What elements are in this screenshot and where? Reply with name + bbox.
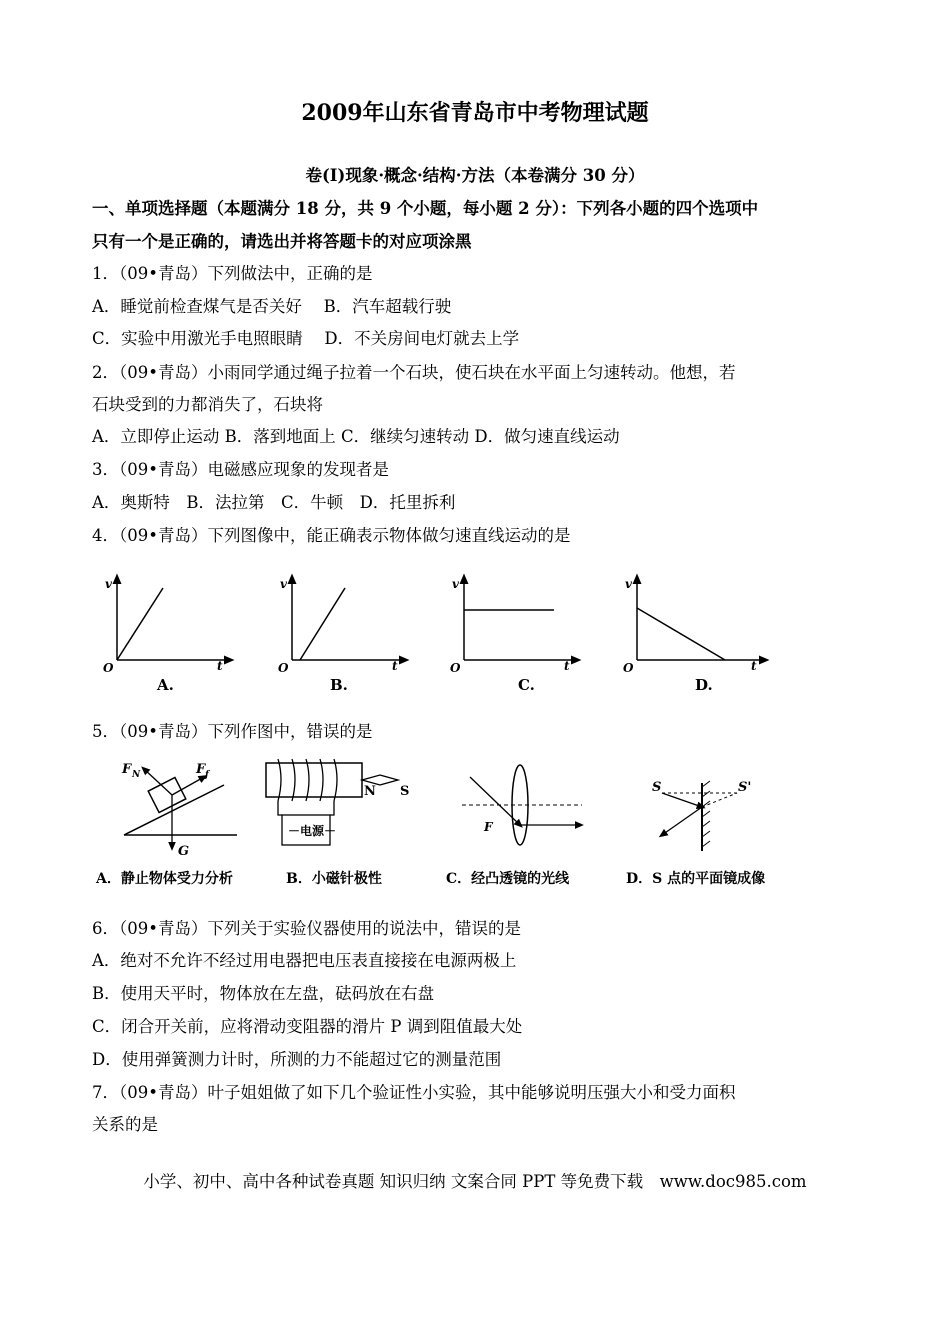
s-point-label: S (652, 780, 662, 795)
section-heading-line1: 一、单项选择题（本题满分 18 分，共 9 个小题，每小题 2 分）：下列各小题的四个选项中 (92, 199, 759, 218)
diagram-c-lens (446, 765, 582, 887)
s-image-label: S' (738, 780, 752, 795)
page-title: 2009年山东省青岛市中考物理试题 (301, 100, 649, 126)
q7-stem-line2: 关系的是 (92, 1115, 158, 1134)
graph-c-origin: O (450, 661, 461, 675)
graph-a-label: A. (157, 676, 174, 694)
graph-c (450, 577, 577, 694)
q6-option-d: D．使用弹簧测力计时，所测的力不能超过它的测量范围 (92, 1050, 502, 1069)
graph-d-label: D. (695, 676, 713, 694)
graph-c-t-label: t (564, 659, 570, 673)
q2-stem-line1: 2．（09•青岛）小雨同学通过绳子拉着一个石块，使石块在水平面上匀速转动。他想，若 (92, 363, 736, 382)
graph-b-line (300, 588, 345, 660)
q1-stem: 1．（09•青岛）下列做法中，正确的是 (92, 264, 373, 283)
q3-stem: 3．（09•青岛）电磁感应现象的发现者是 (92, 460, 389, 479)
diagram-b-solenoid (266, 759, 409, 887)
q4-graphs-figure (95, 570, 785, 700)
graph-a-line (117, 588, 163, 660)
graph-d-line (637, 608, 725, 660)
graph-a (103, 577, 230, 694)
graph-c-label: C. (518, 676, 535, 694)
q6-option-a: A．绝对不允许不经过用电器把电压表直接接在电源两极上 (92, 951, 517, 970)
graph-b-t-label: t (392, 659, 398, 673)
q1-options-cd: C．实验中用激光手电照眼睛 D．不关房间电灯就去上学 (92, 329, 520, 348)
caption-a: A．静止物体受力分析 (96, 871, 233, 887)
s-label: S (400, 784, 410, 799)
fn-subscript: N (132, 770, 141, 780)
q1-options-ab: A．睡觉前检查煤气是否关好 B．汽车超载行驶 (92, 297, 452, 316)
caption-c: C．经凸透镜的光线 (446, 871, 570, 887)
q7-stem-line1: 7．（09•青岛）叶子姐姐做了如下几个验证性小实验，其中能够说明压强大小和受力面积 (92, 1083, 736, 1102)
q4-stem: 4．（09•青岛）下列图像中，能正确表示物体做匀速直线运动的是 (92, 526, 571, 545)
focus-label: F (484, 820, 493, 834)
ff-subscript: f (205, 770, 209, 780)
caption-b: B．小磁针极性 (286, 871, 382, 887)
graph-b-label: B. (330, 676, 348, 694)
graph-b (278, 577, 405, 694)
q6-stem: 6．（09•青岛）下列关于实验仪器使用的说法中，错误的是 (92, 919, 521, 938)
q5-stem: 5．（09•青岛）下列作图中，错误的是 (92, 722, 373, 741)
graph-a-t-label: t (217, 659, 223, 673)
power-label: －电源＋ (288, 824, 337, 838)
q3-options: A．奥斯特 B．法拉第 C．牛顿 D．托里拆利 (92, 493, 456, 512)
q2-options: A．立即停止运动 B．落到地面上 C．继续匀速转动 D．做匀速直线运动 (92, 427, 620, 446)
q5-diagrams-figure (92, 755, 792, 895)
graph-a-v-label: v (105, 577, 112, 591)
g-label: G (178, 844, 190, 859)
q6-option-b: B．使用天平时，物体放在左盘，砝码放在右盘 (92, 984, 435, 1003)
ff-label: F (196, 762, 206, 777)
graph-d-v-label: v (625, 577, 632, 591)
diagram-d-mirror (626, 780, 765, 887)
graph-c-v-label: v (452, 577, 459, 591)
q2-stem-line2: 石块受到的力都消失了，石块将 (92, 395, 323, 414)
q6-option-c: C．闭合开关前，应将滑动变阻器的滑片 P 调到阻值最大处 (92, 1017, 523, 1036)
graph-d-origin: O (623, 661, 634, 675)
graph-d-t-label: t (751, 659, 757, 673)
section-heading-line2: 只有一个是正确的，请选出并将答题卡的对应项涂黑 (92, 232, 472, 251)
fn-label: F (122, 762, 132, 777)
caption-d: D．S 点的平面镜成像 (626, 871, 766, 887)
graph-b-origin: O (278, 661, 289, 675)
n-label: N (364, 784, 376, 799)
graph-d (623, 577, 765, 694)
graph-a-origin: O (103, 661, 114, 675)
graph-b-v-label: v (280, 577, 287, 591)
diagram-a-incline (95, 762, 237, 887)
section-subtitle: 卷(I)现象·概念·结构·方法（本卷满分 30 分） (305, 166, 645, 185)
page-footer: 小学、初中、高中各种试卷真题 知识归纳 文案合同 PPT 等免费下载 www.doc985.com (143, 1172, 807, 1191)
